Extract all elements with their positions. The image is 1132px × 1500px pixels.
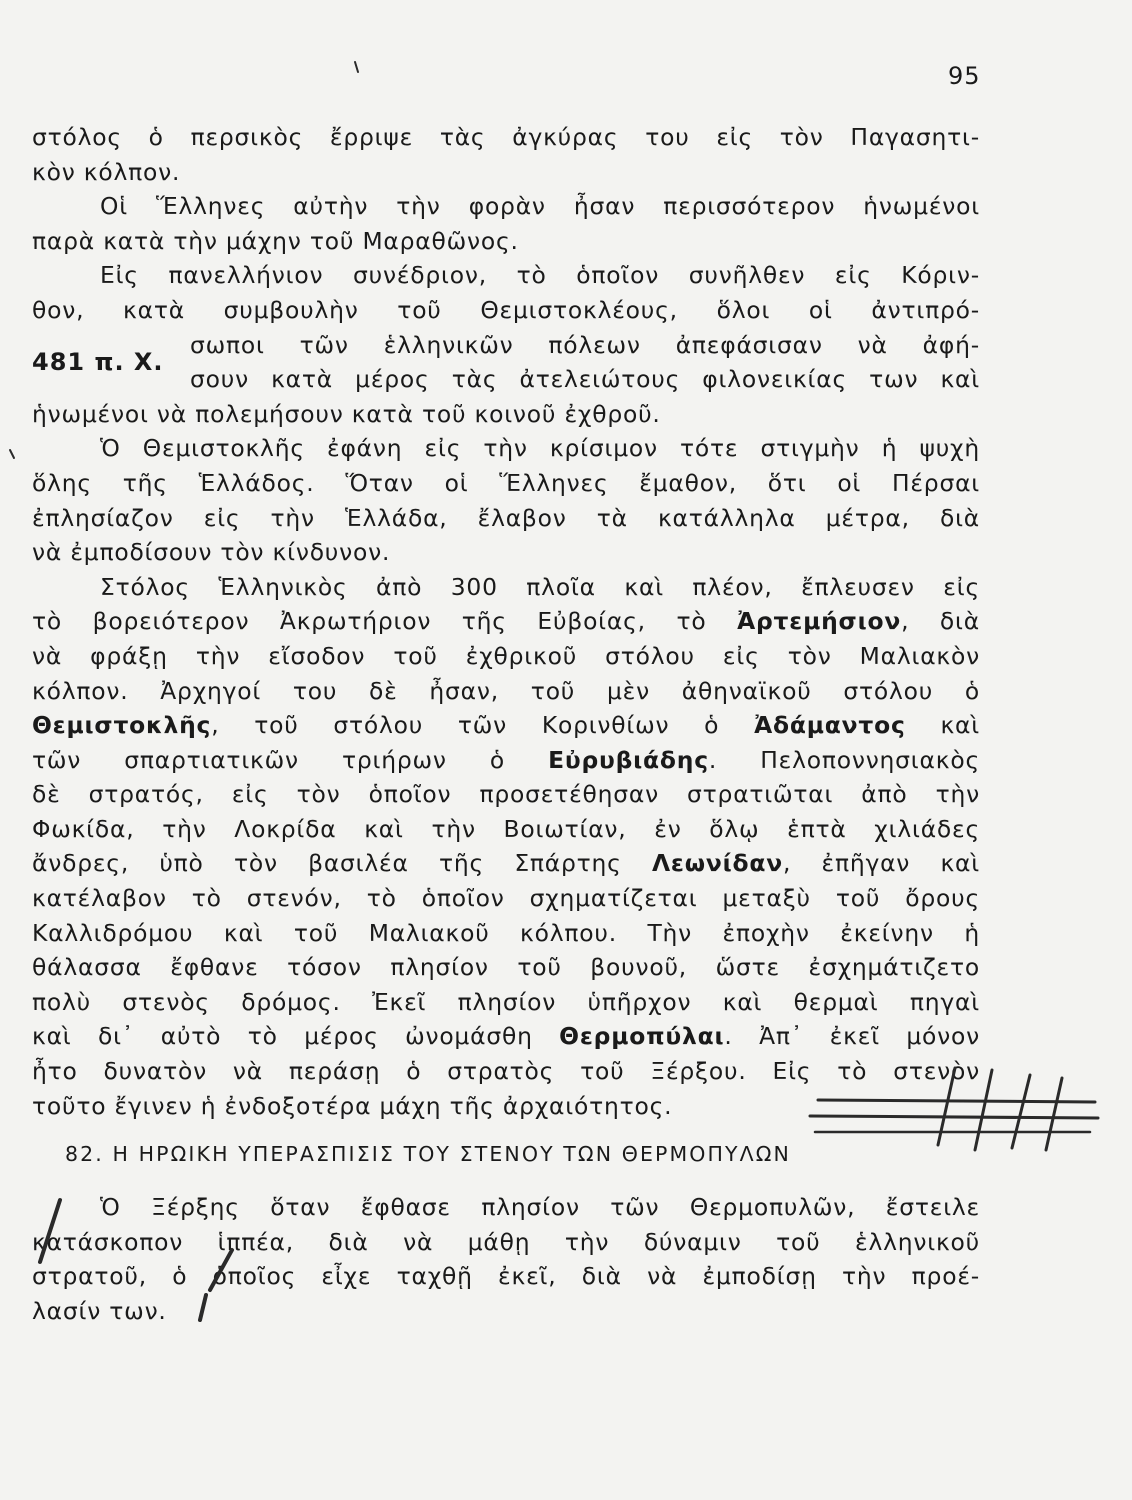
bold-term-adamantos: Ἀδάμαντος: [754, 711, 906, 740]
text-line: λασίν των.: [32, 1296, 167, 1325]
text-line: σωποι τῶν ἑλληνικῶν πόλεων ἀπεφάσισαν νὰ ἀφή-: [190, 330, 980, 359]
text-span: . Πελοποννησιακὸς: [708, 745, 980, 774]
text-line: νὰ ἐμποδίσουν τὸν κίνδυνον.: [32, 538, 391, 567]
pencil-vline-1: [938, 1068, 955, 1145]
pencil-margin-stroke-2: [200, 1250, 232, 1320]
pencil-dot-1: [355, 62, 358, 72]
text-line: ἡνωμένοι νὰ πολεμήσουν κατὰ τοῦ κοινοῦ ἐχθροῦ.: [32, 399, 661, 428]
text-line: κατέλαβον τὸ στενόν, τὸ ὁποῖον σχηματίζεται μεταξὺ τοῦ ὄρους: [32, 884, 980, 913]
text-span: τῶν σπαρτιατικῶν τριήρων ὁ: [32, 745, 505, 774]
pencil-vline-3: [1012, 1075, 1030, 1148]
text-line: ὅλης τῆς Ἑλλάδος. Ὅταν οἱ Ἕλληνες ἔμαθον, ὅτι οἱ Πέρσαι: [32, 468, 980, 497]
bold-term-themistocles: Θεμιστοκλῆς: [32, 711, 212, 740]
text-line: σουν κατὰ μέρος τὰς ἀτελειώτους φιλονεικίας των καὶ: [190, 365, 980, 394]
pencil-vline-2: [975, 1070, 992, 1150]
text-span: , τοῦ στόλου τῶν Κορινθίων ὁ: [211, 711, 720, 740]
section-heading: 82. Η ΗΡΩΙΚΗ ΥΠΕΡΑΣΠΙΣΙΣ ΤΟΥ ΣΤΕΝΟΥ ΤΩΝ ΘΕΡΜΟΠΥΛΩΝ: [65, 1142, 791, 1166]
text-line: Στόλος Ἑλληνικὸς ἀπὸ 300 πλοῖα καὶ πλέον, ἔπλευσεν εἰς: [100, 572, 980, 601]
text-span: ἄνδρες, ὑπὸ τὸν βασιλέα τῆς Σπάρτης: [32, 849, 622, 878]
pencil-margin-stroke-1: [40, 1200, 60, 1262]
pencil-hline-1: [818, 1100, 1095, 1102]
text-span: καὶ: [940, 711, 980, 740]
text-line: θάλασσα ἔφθανε τόσον πλησίον τοῦ βουνοῦ, ὥστε ἐσχημάτιζετο: [32, 953, 980, 982]
text-span: , ἐπῆγαν καὶ: [782, 849, 980, 878]
text-line: τοῦτο ἔγινεν ἡ ἐνδοξοτέρα μάχη τῆς ἀρχαιότητος.: [32, 1091, 673, 1120]
text-line: θον, κατὰ συμβουλὴν τοῦ Θεμιστοκλέους, ὅλοι οἱ ἀντιπρό-: [32, 295, 980, 324]
text-span: . Ἀπ᾽ ἐκεῖ μόνον: [724, 1022, 980, 1051]
text-line: Ὁ Ξέρξης ὅταν ἔφθασε πλησίον τῶν Θερμοπυλῶν, ἔστειλε: [100, 1193, 980, 1221]
text-line: κατάσκοπον ἱππέα, διὰ νὰ μάθῃ τὴν δύναμιν τοῦ ἑλληνικοῦ: [32, 1227, 980, 1256]
text-line: κὸν κόλπον.: [32, 157, 181, 186]
text-line: νὰ φράξῃ τὴν εἴσοδον τοῦ ἐχθρικοῦ στόλου εἰς τὸν Μαλιακὸν: [32, 641, 980, 670]
page-number: 95: [948, 62, 981, 90]
text-line: δὲ στρατός, εἰς τὸν ὁποῖον προσετέθησαν στρατιῶται ἀπὸ τὴν: [32, 780, 980, 809]
text-line: Εἰς πανελλήνιον συνέδριον, τὸ ὁποῖον συνῆλθεν εἰς Κόριν-: [100, 261, 980, 290]
text-line: ἐπλησίαζον εἰς τὴν Ἑλλάδα, ἔλαβον τὰ κατάλληλα μέτρα, διὰ: [32, 503, 980, 532]
pencil-vline-4: [1046, 1078, 1062, 1150]
bold-term-eurybiades: Εὐρυβιάδης: [548, 745, 709, 774]
text-line: Φωκίδα, τὴν Λοκρίδα καὶ τὴν Βοιωτίαν, ἐν ὅλῳ ἑπτὰ χιλιάδες: [32, 814, 980, 843]
pencil-dot-2: [10, 450, 14, 458]
bold-term-artemision: Ἀρτεμήσιον: [737, 607, 902, 636]
text-line: παρὰ κατὰ τὴν μάχην τοῦ Μαραθῶνος.: [32, 226, 519, 255]
text-line: στόλος ὁ περσικὸς ἔρριψε τὰς ἀγκύρας του εἰς τὸν Παγασητι-: [32, 123, 980, 151]
text-line: στρατοῦ, ὁ ὁποῖος εἶχε ταχθῇ ἐκεῖ, διὰ νὰ ἐμποδίσῃ τὴν προέ-: [32, 1262, 980, 1291]
margin-date-note: 481 π. Χ.: [32, 348, 164, 376]
text-line: Ὁ Θεμιστοκλῆς ἐφάνη εἰς τὴν κρίσιμον τότε στιγμὴν ἡ ψυχὴ: [100, 434, 980, 463]
text-line: πολὺ στενὸς δρόμος. Ἐκεῖ πλησίον ὑπῆρχον καὶ θερμαὶ πηγαὶ: [32, 987, 980, 1016]
text-span: καὶ δι᾽ αὐτὸ τὸ μέρος ὠνομάσθη: [32, 1022, 533, 1051]
text-line: Καλλιδρόμου καὶ τοῦ Μαλιακοῦ κόλπου. Τὴν ἐποχὴν ἐκείνην ἡ: [32, 918, 980, 947]
text-line: Οἱ Ἕλληνες αὐτὴν τὴν φορὰν ἦσαν περισσότερον ἡνωμένοι: [100, 192, 980, 221]
bold-term-thermopylae: Θερμοπύλαι: [559, 1022, 725, 1051]
text-span: τὸ βορειότερον Ἀκρωτήριον τῆς Εὐβοίας, τὸ: [32, 607, 707, 636]
text-line: ἦτο δυνατὸν νὰ περάσῃ ὁ στρατὸς τοῦ Ξέρξου. Εἰς τὸ στενὸν: [32, 1057, 980, 1086]
text-line: κόλπον. Ἀρχηγοί του δὲ ἦσαν, τοῦ μὲν ἀθηναϊκοῦ στόλου ὁ: [32, 676, 980, 705]
bold-term-leonidas: Λεωνίδαν: [651, 849, 783, 878]
text-span: , διὰ: [901, 607, 980, 636]
